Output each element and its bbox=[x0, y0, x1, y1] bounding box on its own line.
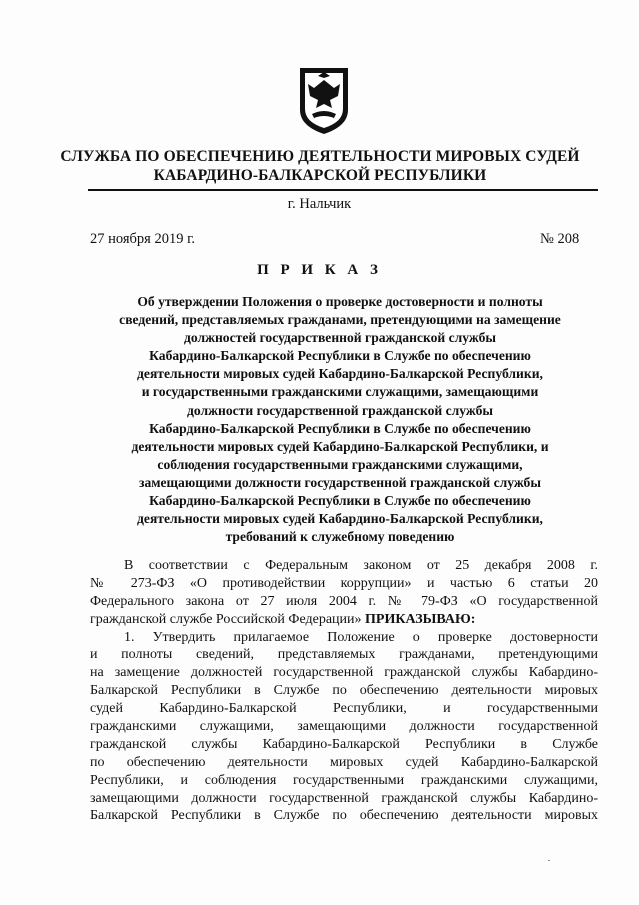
body-line: Федерального закона от 27 июля 2004 г. № 79-ФЗ «О государственной bbox=[90, 593, 598, 609]
body-line: гражданской службы Кабардино-Балкарской Республики в Службе bbox=[90, 736, 598, 752]
body-line: Балкарской Республики в Службе по обеспечению деятельности мировых bbox=[90, 683, 598, 699]
subject-line: Кабардино-Балкарской Республики в Службе по обеспечению bbox=[149, 493, 531, 509]
organization-line-2: КАБАРДИНО-БАЛКАРСКОЙ РЕСПУБЛИКИ bbox=[153, 167, 487, 184]
body-line: замещающими должности государственной гражданской службы Кабардино- bbox=[90, 790, 598, 806]
body-line: гражданскими служащими, замещающими должности государственной bbox=[90, 719, 598, 735]
order-body bbox=[90, 557, 598, 825]
subject-line: должностей государственной гражданской службы bbox=[184, 330, 496, 346]
subject-line: сведений, представляемых гражданами, претендующими на замещение bbox=[119, 312, 561, 328]
organization-line-1: СЛУЖБА ПО ОБЕСПЕЧЕНИЮ ДЕЯТЕЛЬНОСТИ МИРОВЫХ СУДЕЙ bbox=[60, 148, 580, 165]
subject-line: деятельности мировых судей Кабардино-Балкарской Республики, bbox=[137, 366, 543, 382]
organization-name bbox=[40, 147, 600, 185]
order-number: № 208 bbox=[540, 231, 580, 247]
document-type: П Р И К А З bbox=[257, 262, 382, 278]
city: г. Нальчик bbox=[287, 196, 352, 212]
decree-word: ПРИКАЗЫВАЮ: bbox=[365, 611, 476, 627]
subject-line: должности государственной гражданской службы bbox=[187, 402, 493, 418]
body-line: № 273-ФЗ «О противодействии коррупции» и частью 6 статьи 20 bbox=[90, 575, 598, 591]
body-line: 1. Утвердить прилагаемое Положение о проверке достоверности bbox=[124, 629, 598, 645]
subject-line: требований к служебному поведению bbox=[225, 529, 455, 545]
body-line: Республики, и соблюдения государственными гражданскими служащими, bbox=[90, 772, 598, 788]
subject-line: Кабардино-Балкарской Республики в Службе по обеспечению bbox=[149, 420, 531, 436]
subject-line: Кабардино-Балкарской Республики в Службе по обеспечению bbox=[149, 348, 531, 364]
body-line-with-decree bbox=[90, 611, 598, 629]
order-date: 27 ноября 2019 г. bbox=[90, 231, 196, 247]
body-line: Балкарской Республики в Службе по обеспечению деятельности мировых bbox=[90, 808, 598, 824]
body-line: по обеспечению деятельности мировых судей Кабардино-Балкарской bbox=[90, 754, 598, 770]
body-line: и полноты сведений, представляемых гражданами, претендующими bbox=[90, 647, 598, 663]
body-line: гражданской службе Российской Федерации» bbox=[90, 611, 362, 627]
coat-of-arms-emblem-icon bbox=[296, 64, 352, 136]
subject-line: деятельности мировых судей Кабардино-Балкарской Республики, bbox=[137, 511, 543, 527]
scan-speck bbox=[548, 860, 550, 861]
subject-line: соблюдения государственными гражданскими служащими, bbox=[157, 456, 523, 472]
body-line: В соответствии с Федеральным законом от 25 декабря 2008 г. bbox=[124, 558, 598, 573]
subject-line: и государственными гражданскими служащими, замещающими bbox=[141, 384, 539, 400]
subject-line: деятельности мировых судей Кабардино-Балкарской Республики, и bbox=[131, 438, 549, 454]
header-divider bbox=[88, 189, 598, 191]
subject-line: Об утверждении Положения о проверке достоверности и полноты bbox=[137, 294, 543, 309]
subject-line: замещающими должности государственной гражданской службы bbox=[139, 474, 541, 490]
body-line: на замещение должностей государственной гражданской службы Кабардино- bbox=[90, 665, 598, 681]
order-subject bbox=[80, 293, 600, 546]
body-line: судей Кабардино-Балкарской Республики, и государственными bbox=[90, 701, 598, 717]
